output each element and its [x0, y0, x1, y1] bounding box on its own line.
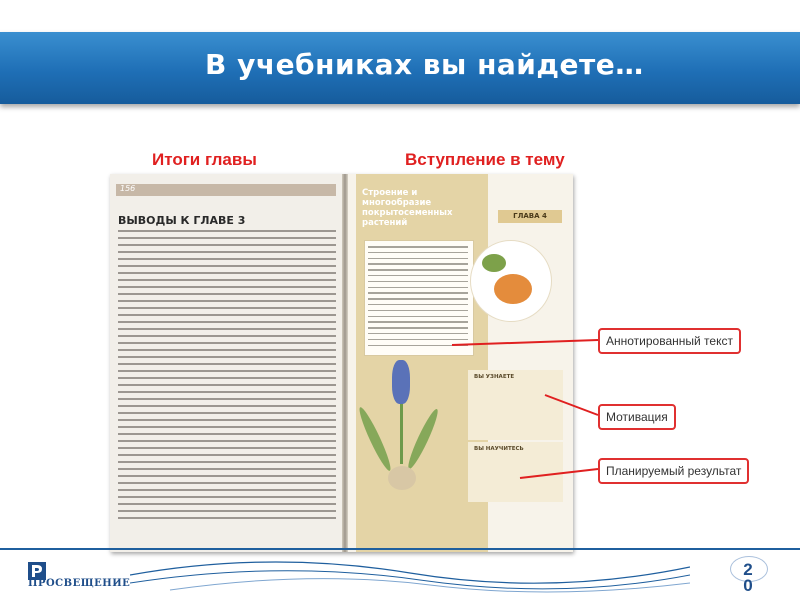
- arrow-motivation: [545, 395, 598, 415]
- footer-decorative-curves: [130, 555, 690, 595]
- callout-planned-result: Планируемый результат: [598, 458, 749, 484]
- right-page-heading: Строение и многообразие покрытосеменных растений: [362, 188, 453, 228]
- chapter-label: ГЛАВА 4: [498, 210, 562, 223]
- slide-title: В учебниках вы найдете…: [205, 48, 644, 81]
- result-box-title: ВЫ НАУЧИТЕСЬ: [474, 446, 524, 452]
- callout-motivation: Мотивация: [598, 404, 676, 430]
- label-chapter-summary: Итоги главы: [152, 150, 257, 169]
- publisher-logo-text: ПРОСВЕЩЕНИЕ: [28, 578, 131, 589]
- left-page-heading: ВЫВОДЫ К ГЛАВЕ 3: [118, 214, 246, 227]
- callout-annotated-text: Аннотированный текст: [598, 328, 741, 354]
- left-page-number: 156: [120, 184, 136, 193]
- arrow-result: [520, 469, 598, 478]
- arrow-annotated-text: [452, 340, 598, 345]
- page-number: [737, 562, 759, 594]
- motivation-box-title: ВЫ УЗНАЕТЕ: [474, 374, 515, 380]
- label-topic-intro: Вступление в тему: [405, 150, 565, 169]
- page-number-digit-bottom: 0: [743, 576, 753, 595]
- page-number-digit-top: 2: [743, 560, 753, 579]
- footer-divider: [0, 548, 800, 550]
